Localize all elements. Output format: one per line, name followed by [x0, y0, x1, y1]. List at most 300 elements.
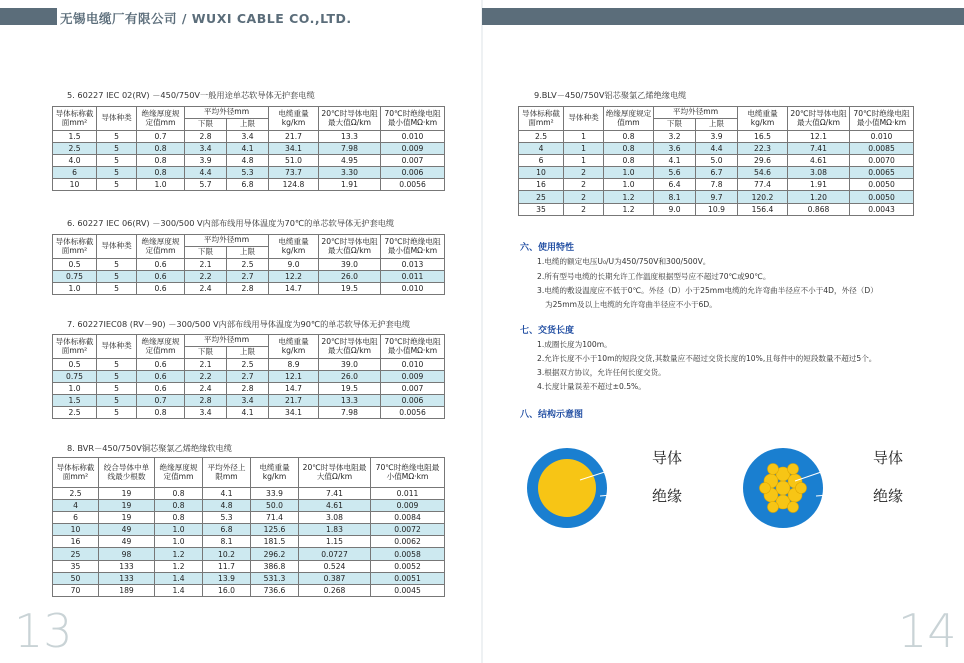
table-cell: 0.0052 — [371, 560, 445, 572]
table-cell: 11.7 — [203, 560, 251, 572]
col-header-insulation-resistance: 70℃时绝缘电阻最小值MΩ·km — [381, 335, 445, 359]
table-cell: 19 — [99, 488, 155, 500]
table-cell: 2 — [564, 179, 604, 191]
table-cell: 0.0045 — [371, 584, 445, 596]
table-cell: 26.0 — [319, 371, 381, 383]
table-cell: 7.8 — [696, 179, 738, 191]
table-cell: 2.1 — [185, 359, 227, 371]
col-header-weight: 电缆重量kg/km — [251, 458, 299, 488]
table-cell: 9.0 — [654, 203, 696, 215]
col-header-type: 导体种类 — [97, 335, 137, 359]
table-6 — [52, 234, 445, 295]
table-cell: 4.0 — [53, 155, 97, 167]
table-cell: 8.1 — [203, 536, 251, 548]
table-cell: 29.6 — [738, 155, 788, 167]
table-cell: 4.61 — [788, 155, 850, 167]
diagram-2-conductor-label: 导体 — [873, 449, 904, 467]
col-header-od: 平均外径上限mm — [203, 458, 251, 488]
delivery-line-2: 2.允许长度不小于10m的短段交货,其数量应不超过交货长度的10%,且每件中的短段数量不超过5个。 — [537, 354, 877, 363]
table-cell: 5 — [97, 283, 137, 295]
table-cell: 3.4 — [227, 395, 269, 407]
table-cell: 16.5 — [738, 131, 788, 143]
table-row — [53, 179, 445, 191]
table-cell: 0.5 — [53, 359, 97, 371]
table-cell: 71.4 — [251, 512, 299, 524]
table-cell: 0.0056 — [381, 179, 445, 191]
table-cell: 0.010 — [381, 359, 445, 371]
table-cell: 9.0 — [269, 259, 319, 271]
table-row — [519, 179, 914, 191]
table-row — [53, 488, 445, 500]
table-cell: 19 — [99, 500, 155, 512]
table-row — [53, 500, 445, 512]
table-cell: 2.1 — [185, 259, 227, 271]
col-header-weight: 电缆重量kg/km — [738, 107, 788, 131]
table-cell: 1.91 — [788, 179, 850, 191]
table-cell: 5.7 — [185, 179, 227, 191]
table-cell: 0.006 — [381, 167, 445, 179]
table-cell: 0.007 — [381, 383, 445, 395]
table-8-title: 8. BVR－450/750V铜芯聚氯乙烯绝缘软电缆 — [67, 443, 232, 453]
table-cell: 1.15 — [299, 536, 371, 548]
usage-line-2: 2.所有型号电缆的长期允许工作温度根据型号应不超过70℃或90℃。 — [537, 272, 771, 281]
table-cell: 4.8 — [203, 500, 251, 512]
table-cell: 2.8 — [227, 383, 269, 395]
table-cell: 4.1 — [654, 155, 696, 167]
table-cell: 33.9 — [251, 488, 299, 500]
table-cell: 1.2 — [155, 560, 203, 572]
usage-heading: 六、使用特性 — [520, 243, 575, 253]
table-cell: 6 — [519, 155, 564, 167]
table-9 — [518, 106, 914, 216]
table-cell: 5 — [97, 131, 137, 143]
table-cell: 13.3 — [319, 395, 381, 407]
table-row — [53, 359, 445, 371]
table-cell: 0.0050 — [850, 191, 914, 203]
table-cell: 0.0727 — [299, 548, 371, 560]
table-row — [53, 536, 445, 548]
table-cell: 1.0 — [604, 179, 654, 191]
table-cell: 1.5 — [53, 395, 97, 407]
table-cell: 1 — [564, 143, 604, 155]
col-header-weight: 电缆重量kg/km — [269, 335, 319, 359]
table-cell: 0.006 — [381, 395, 445, 407]
table-row — [53, 259, 445, 271]
table-row — [53, 131, 445, 143]
table-cell: 2.4 — [185, 283, 227, 295]
table-cell: 0.8 — [155, 500, 203, 512]
table-cell: 1.0 — [155, 536, 203, 548]
col-header-insulation: 绝缘厚度规定值mm — [155, 458, 203, 488]
table-cell: 736.6 — [251, 584, 299, 596]
table-cell: 0.0065 — [850, 167, 914, 179]
table-cell: 0.75 — [53, 271, 97, 283]
table-cell: 1 — [564, 131, 604, 143]
table-cell: 3.30 — [319, 167, 381, 179]
table-cell: 1.0 — [604, 167, 654, 179]
delivery-line-1: 1.成圈长度为100m。 — [537, 340, 612, 349]
col-header-resistance: 20℃时导体电阻最大值Ω/km — [299, 458, 371, 488]
table-cell: 5 — [97, 371, 137, 383]
table-cell: 1.91 — [319, 179, 381, 191]
table-7 — [52, 334, 445, 419]
table-cell: 4.4 — [185, 167, 227, 179]
table-cell: 0.6 — [137, 383, 185, 395]
table-cell: 34.1 — [269, 407, 319, 419]
col-header-upper: 上限 — [227, 247, 269, 259]
page-spine — [481, 0, 483, 663]
table-cell: 54.6 — [738, 167, 788, 179]
table-cell: 0.387 — [299, 572, 371, 584]
table-cell: 13.9 — [203, 572, 251, 584]
table-cell: 4.1 — [227, 407, 269, 419]
table-cell: 2 — [564, 167, 604, 179]
col-header-weight: 电缆重量kg/km — [269, 107, 319, 131]
table-cell: 5.6 — [654, 167, 696, 179]
table-cell: 35 — [519, 203, 564, 215]
table-cell: 5 — [97, 167, 137, 179]
table-cell: 0.6 — [137, 371, 185, 383]
table-cell: 26.0 — [319, 271, 381, 283]
table-cell: 2 — [564, 191, 604, 203]
table-cell: 0.7 — [137, 395, 185, 407]
col-header-insulation: 绝缘厚度规定值mm — [137, 107, 185, 131]
table-cell: 2.8 — [185, 395, 227, 407]
table-row — [53, 143, 445, 155]
table-cell: 0.009 — [381, 143, 445, 155]
table-cell: 12.1 — [269, 371, 319, 383]
table-cell: 0.6 — [137, 283, 185, 295]
table-cell: 0.8 — [137, 155, 185, 167]
table-cell: 0.868 — [788, 203, 850, 215]
table-cell: 0.0084 — [371, 512, 445, 524]
table-row — [53, 371, 445, 383]
table-cell: 21.7 — [269, 395, 319, 407]
table-row — [519, 143, 914, 155]
table-cell: 133 — [99, 572, 155, 584]
conductor-core — [538, 459, 596, 517]
table-cell: 2.7 — [227, 371, 269, 383]
table-cell: 6.4 — [654, 179, 696, 191]
table-cell: 0.7 — [137, 131, 185, 143]
table-row — [53, 584, 445, 596]
table-cell: 22.3 — [738, 143, 788, 155]
table-cell: 12.1 — [788, 131, 850, 143]
table-cell: 0.011 — [381, 271, 445, 283]
col-header-lower: 下限 — [185, 247, 227, 259]
table-cell: 189 — [99, 584, 155, 596]
table-cell: 6 — [53, 167, 97, 179]
table-5 — [52, 106, 445, 191]
table-cell: 16 — [53, 536, 99, 548]
table-cell: 0.75 — [53, 371, 97, 383]
table-cell: 3.6 — [654, 143, 696, 155]
table-cell: 2.4 — [185, 383, 227, 395]
table-cell: 7.98 — [319, 407, 381, 419]
col-header-insulation: 绝缘厚度规定值mm — [137, 335, 185, 359]
table-cell: 49 — [99, 536, 155, 548]
table-cell: 1.2 — [604, 203, 654, 215]
table-cell: 2.7 — [227, 271, 269, 283]
table-row — [53, 271, 445, 283]
table-cell: 6.8 — [203, 524, 251, 536]
table-cell: 0.8 — [155, 488, 203, 500]
col-header-type: 导体种类 — [564, 107, 604, 131]
col-header-insulation-resistance: 70℃时绝缘电阻最小值MΩ·km — [371, 458, 445, 488]
table-8 — [52, 457, 445, 597]
table-row — [53, 548, 445, 560]
table-cell: 25 — [519, 191, 564, 203]
table-cell: 6 — [53, 512, 99, 524]
col-header-od: 平均外径mm — [654, 107, 738, 119]
col-header-insulation: 绝缘厚度规定值mm — [604, 107, 654, 131]
diagram-2-insulation-label: 绝缘 — [873, 487, 904, 505]
table-cell: 50 — [53, 572, 99, 584]
table-cell: 13.3 — [319, 131, 381, 143]
table-cell: 25 — [53, 548, 99, 560]
table-cell: 7.41 — [788, 143, 850, 155]
insulation-leader-line — [816, 492, 868, 496]
col-header-od: 平均外径mm — [185, 235, 269, 247]
diagram-1-insulation-label: 绝缘 — [652, 487, 683, 505]
table-cell: 0.010 — [381, 131, 445, 143]
table-row — [519, 131, 914, 143]
col-header-od: 平均外径mm — [185, 107, 269, 119]
table-cell: 50.0 — [251, 500, 299, 512]
col-header-insulation-resistance: 70℃时绝缘电阻最小值MΩ·km — [381, 235, 445, 259]
table-cell: 0.8 — [137, 167, 185, 179]
col-header-resistance: 20℃时导体电阻最大值Ω/km — [319, 235, 381, 259]
table-cell: 0.6 — [137, 359, 185, 371]
table-row — [53, 283, 445, 295]
table-cell: 531.3 — [251, 572, 299, 584]
table-cell: 4.1 — [203, 488, 251, 500]
table-cell: 0.0062 — [371, 536, 445, 548]
table-cell: 0.5 — [53, 259, 97, 271]
col-header-lower: 下限 — [654, 119, 696, 131]
table-cell: 1 — [564, 155, 604, 167]
col-header-area: 导体标称截面mm² — [53, 458, 99, 488]
col-header-area: 导体标称截面mm² — [53, 335, 97, 359]
table-cell: 39.0 — [319, 359, 381, 371]
table-cell: 0.010 — [850, 131, 914, 143]
table-cell: 7.41 — [299, 488, 371, 500]
table-cell: 2.8 — [185, 131, 227, 143]
table-cell: 2.2 — [185, 371, 227, 383]
table-cell: 125.6 — [251, 524, 299, 536]
table-cell: 39.0 — [319, 259, 381, 271]
table-cell: 0.009 — [371, 500, 445, 512]
table-row — [53, 407, 445, 419]
table-cell: 1.5 — [53, 131, 97, 143]
delivery-heading: 七、交货长度 — [520, 326, 575, 336]
table-cell: 0.007 — [381, 155, 445, 167]
table-cell: 2.5 — [519, 131, 564, 143]
table-cell: 21.7 — [269, 131, 319, 143]
table-row — [53, 383, 445, 395]
table-cell: 1.4 — [155, 584, 203, 596]
table-cell: 5.3 — [203, 512, 251, 524]
table-cell: 124.8 — [269, 179, 319, 191]
insulation-leader-line — [600, 492, 648, 496]
table-cell: 4.61 — [299, 500, 371, 512]
col-header-upper: 上限 — [227, 347, 269, 359]
table-cell: 0.013 — [381, 259, 445, 271]
table-cell: 2 — [564, 203, 604, 215]
table-cell: 10.9 — [696, 203, 738, 215]
table-cell: 1.0 — [155, 524, 203, 536]
table-cell: 1.0 — [137, 179, 185, 191]
col-header-resistance: 20℃时导体电阻最大值Ω/km — [319, 335, 381, 359]
table-cell: 77.4 — [738, 179, 788, 191]
table-cell: 19.5 — [319, 283, 381, 295]
table-cell: 2.5 — [227, 259, 269, 271]
table-row — [53, 395, 445, 407]
table-cell: 0.009 — [381, 371, 445, 383]
table-cell: 0.8 — [604, 155, 654, 167]
table-cell: 8.9 — [269, 359, 319, 371]
table-cell: 5 — [97, 407, 137, 419]
col-header-upper: 上限 — [696, 119, 738, 131]
table-cell: 0.0085 — [850, 143, 914, 155]
table-cell: 0.0043 — [850, 203, 914, 215]
header-band-right — [482, 8, 964, 25]
table-cell: 0.0072 — [371, 524, 445, 536]
table-cell: 2.2 — [185, 271, 227, 283]
table-cell: 3.08 — [788, 167, 850, 179]
table-row — [53, 512, 445, 524]
table-cell: 0.8 — [137, 407, 185, 419]
usage-line-4: 为25mm及以上电缆的允许弯曲半径应不小于6D。 — [545, 300, 717, 309]
table-cell: 0.8 — [604, 131, 654, 143]
table-cell: 1.20 — [788, 191, 850, 203]
table-cell: 5 — [97, 359, 137, 371]
page-number-right: 14 — [898, 604, 957, 658]
table-cell: 4.95 — [319, 155, 381, 167]
col-header-area: 导体标称截面mm² — [53, 107, 97, 131]
col-header-type: 导体种类 — [97, 107, 137, 131]
table-cell: 6.8 — [227, 179, 269, 191]
table-cell: 1.0 — [53, 283, 97, 295]
company-header: 无锡电缆厂有限公司 / WUXI CABLE CO.,LTD. — [60, 11, 352, 26]
table-cell: 3.4 — [185, 407, 227, 419]
table-6-title: 6. 60227 IEC 06(RV) －300/500 V内部布线用导体温度为70℃的单芯软导体无护套电缆 — [67, 218, 395, 228]
table-cell: 51.0 — [269, 155, 319, 167]
col-header-insulation-resistance: 70℃时绝缘电阻最小值MΩ·km — [381, 107, 445, 131]
table-cell: 8.1 — [654, 191, 696, 203]
table-7-title: 7. 60227IEC08 (RV－90) －300/500 V内部布线用导体温度为90℃的单芯软导体无护套电缆 — [67, 319, 411, 329]
table-cell: 0.268 — [299, 584, 371, 596]
table-cell: 1.2 — [604, 191, 654, 203]
table-cell: 0.8 — [137, 143, 185, 155]
table-cell: 3.2 — [654, 131, 696, 143]
table-cell: 49 — [99, 524, 155, 536]
col-header-area: 导体标称截面mm² — [519, 107, 564, 131]
table-row — [53, 167, 445, 179]
col-header-type: 导体种类 — [97, 235, 137, 259]
table-cell: 0.0058 — [371, 548, 445, 560]
table-cell: 19.5 — [319, 383, 381, 395]
table-cell: 70 — [53, 584, 99, 596]
table-row — [519, 203, 914, 215]
table-cell: 16 — [519, 179, 564, 191]
usage-line-1: 1.电缆的额定电压U₀/U为450/750V和300/500V。 — [537, 257, 711, 266]
table-cell: 1.83 — [299, 524, 371, 536]
table-row — [519, 167, 914, 179]
table-5-title: 5. 60227 IEC 02(RV) －450/750V一般用途单芯软导体无护套电缆 — [67, 90, 315, 100]
table-cell: 10.2 — [203, 548, 251, 560]
table-cell: 3.08 — [299, 512, 371, 524]
table-cell: 5 — [97, 383, 137, 395]
structure-heading: 八、结构示意图 — [520, 410, 584, 420]
table-cell: 6.7 — [696, 167, 738, 179]
table-cell: 10 — [519, 167, 564, 179]
table-row — [53, 572, 445, 584]
table-cell: 2.5 — [53, 407, 97, 419]
table-cell: 9.7 — [696, 191, 738, 203]
table-cell: 120.2 — [738, 191, 788, 203]
table-cell: 3.4 — [185, 143, 227, 155]
col-header-lower: 下限 — [185, 347, 227, 359]
table-cell: 12.2 — [269, 271, 319, 283]
table-cell: 296.2 — [251, 548, 299, 560]
table-cell: 7.98 — [319, 143, 381, 155]
table-row — [519, 191, 914, 203]
table-cell: 2.5 — [227, 359, 269, 371]
table-cell: 0.524 — [299, 560, 371, 572]
table-9-title: 9.BLV－450/750V铝芯聚氯乙烯绝缘电缆 — [534, 90, 687, 100]
col-header-insulation: 绝缘厚度规定值mm — [137, 235, 185, 259]
delivery-line-4: 4.长度计量误差不超过±0.5%。 — [537, 382, 646, 391]
table-cell: 1.2 — [155, 548, 203, 560]
col-header-resistance: 20℃时导体电阻最大值Ω/km — [319, 107, 381, 131]
table-cell: 0.0070 — [850, 155, 914, 167]
col-header-resistance: 20℃时导体电阻最大值Ω/km — [788, 107, 850, 131]
table-cell: 34.1 — [269, 143, 319, 155]
table-cell: 5 — [97, 271, 137, 283]
table-cell: 35 — [53, 560, 99, 572]
usage-line-3: 3.电缆的敷设温度应不低于0℃。外径（D）小于25mm电缆的允许弯曲半径应不小于4D，外径（D） — [537, 286, 878, 295]
table-cell: 5 — [97, 179, 137, 191]
table-cell: 73.7 — [269, 167, 319, 179]
table-row — [53, 524, 445, 536]
table-cell: 4 — [519, 143, 564, 155]
table-cell: 2.5 — [53, 143, 97, 155]
table-cell: 181.5 — [251, 536, 299, 548]
table-cell: 0.6 — [137, 271, 185, 283]
table-cell: 156.4 — [738, 203, 788, 215]
col-header-lower: 下限 — [185, 119, 227, 131]
table-cell: 3.9 — [185, 155, 227, 167]
table-cell: 5.3 — [227, 167, 269, 179]
table-cell: 5 — [97, 155, 137, 167]
table-cell: 10 — [53, 524, 99, 536]
table-cell: 3.4 — [227, 131, 269, 143]
table-cell: 4.4 — [696, 143, 738, 155]
table-cell: 0.0051 — [371, 572, 445, 584]
table-cell: 5 — [97, 259, 137, 271]
table-cell: 3.9 — [696, 131, 738, 143]
table-cell: 386.8 — [251, 560, 299, 572]
header-band-left — [0, 8, 57, 25]
table-cell: 14.7 — [269, 283, 319, 295]
table-cell: 1.0 — [53, 383, 97, 395]
table-cell: 0.011 — [371, 488, 445, 500]
table-row — [519, 155, 914, 167]
col-header-weight: 电缆重量kg/km — [269, 235, 319, 259]
col-header-area: 导体标称截面mm² — [53, 235, 97, 259]
col-header-strands: 绞合导体中单线最少根数 — [99, 458, 155, 488]
